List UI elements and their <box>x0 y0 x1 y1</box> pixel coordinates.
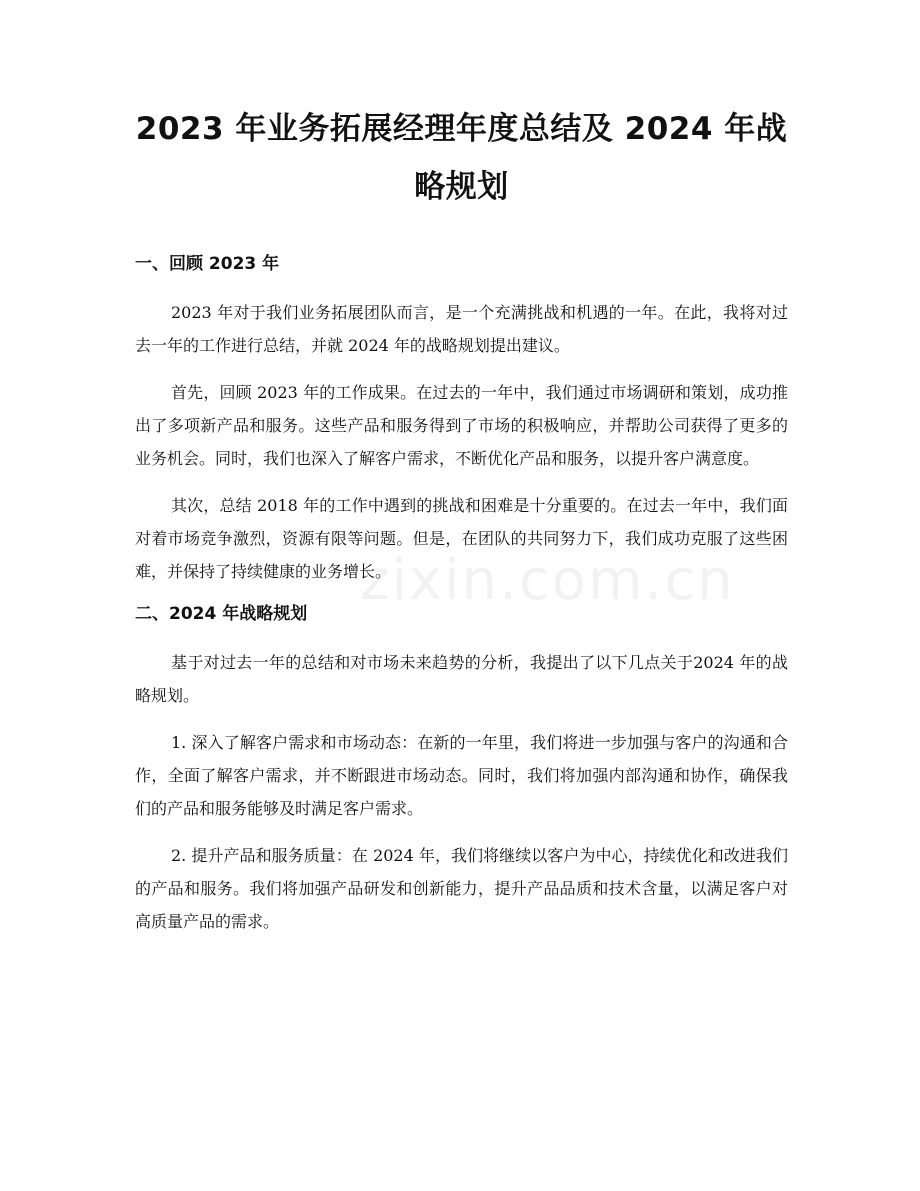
list-item: 1. 深入了解客户需求和市场动态：在新的一年里，我们将进一步加强与客户的沟通和合作，全面了解客户需求，并不断跟进市场动态。同时，我们将加强内部沟通和协作，确保我们的产品和服务能够及时满足客户需求。 <box>135 733 788 818</box>
paragraph: 其次，总结 2018 年的工作中遇到的挑战和困难是十分重要的。在过去一年中，我们面对着市场竞争激烈，资源有限等问题。但是，在团队的共同努力下，我们成功克服了这些困难，并保持了持续健康的业务增长。 <box>135 496 788 581</box>
document-title: 2023 年业务拓展经理年度总结及 2024 年战略规划 <box>135 111 788 205</box>
paragraph: 首先，回顾 2023 年的工作成果。在过去的一年中，我们通过市场调研和策划，成功推出了多项新产品和服务。这些产品和服务得到了市场的积极响应，并帮助公司获得了更多的业务机会。同时，我们也深入了解客户需求，不断优化产品和服务，以提升客户满意度。 <box>135 383 788 468</box>
section-heading: 二、2024 年战略规划 <box>135 604 308 624</box>
list-item: 2. 提升产品和服务质量：在 2024 年，我们将继续以客户为中心，持续优化和改进我们的产品和服务。我们将加强产品研发和创新能力，提升产品品质和技术含量，以满足客户对高质量产品的需求。 <box>135 846 788 931</box>
section-review-2023 <box>135 252 788 588</box>
watermark: zixin.com.cn <box>360 548 735 613</box>
paragraph: 基于对过去一年的总结和对市场未来趋势的分析，我提出了以下几点关于2024 年的战略规划。 <box>135 653 788 705</box>
section-heading: 一、回顾 2023 年 <box>135 254 280 274</box>
paragraph: 2023 年对于我们业务拓展团队而言，是一个充满挑战和机遇的一年。在此，我将对过去一年的工作进行总结，并就 2024 年的战略规划提出建议。 <box>135 303 788 355</box>
section-strategy-2024 <box>135 602 788 938</box>
